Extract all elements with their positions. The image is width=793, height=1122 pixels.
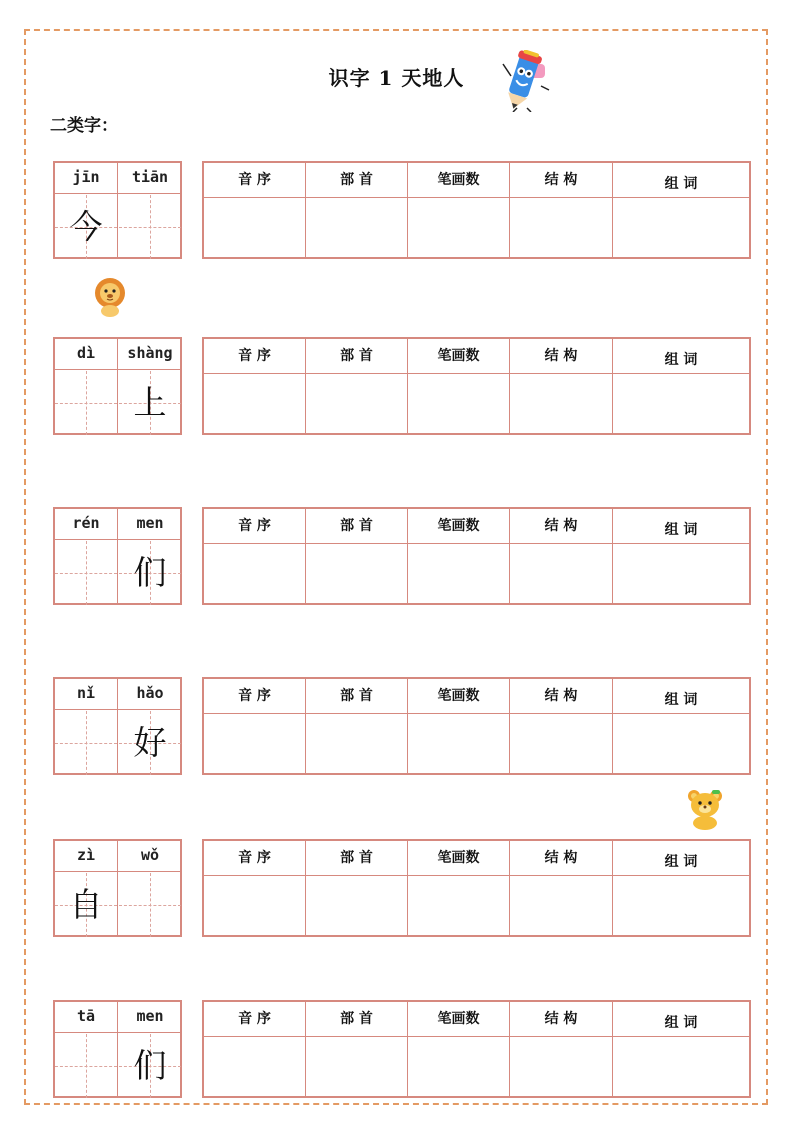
header-bihuashu: 笔画数 [408,163,510,198]
character-row [0,161,793,261]
answer-jiegou[interactable] [510,1037,613,1096]
character-row [0,507,793,607]
answer-jiegou[interactable] [510,544,613,603]
pinyin-left: dì [76,344,96,362]
hanzi-character: 今 [69,207,103,246]
header-yinxu: 音 序 [204,841,306,876]
answer-zuci[interactable] [613,374,749,433]
writing-cell-right[interactable] [119,711,181,775]
tianzige-box [53,161,182,259]
character-row [0,677,793,777]
answer-bihuashu[interactable] [408,374,510,433]
header-jiegou: 结 构 [510,339,613,374]
hanzi-character: 好 [133,723,167,762]
page-title: 识字 1 天地人 [328,66,465,90]
character-info-table [202,337,751,435]
header-yinxu: 音 序 [204,679,306,714]
tianzige-box [53,507,182,605]
answer-yinxu[interactable] [204,198,306,257]
lion-cartoon-icon [92,277,128,317]
character-info-table [202,507,751,605]
writing-cell-left[interactable] [55,371,117,435]
writing-cell-right[interactable] [119,1034,181,1098]
writing-cell-right[interactable] [119,541,181,605]
header-bihuashu: 笔画数 [408,679,510,714]
writing-cell-left[interactable] [55,711,117,775]
header-jiegou: 结 构 [510,1002,613,1037]
pinyin-right: wǒ [140,846,160,864]
header-jiegou: 结 构 [510,163,613,198]
header-bushou: 部 首 [306,679,408,714]
header-bushou: 部 首 [306,339,408,374]
header-yinxu: 音 序 [204,509,306,544]
answer-bushou[interactable] [306,876,408,935]
tianzige-box [53,337,182,435]
answer-jiegou[interactable] [510,876,613,935]
answer-zuci[interactable] [613,198,749,257]
writing-cell-left[interactable] [55,195,117,259]
answer-zuci[interactable] [613,876,749,935]
character-row [0,839,793,939]
writing-cell-right[interactable] [119,371,181,435]
answer-yinxu[interactable] [204,374,306,433]
header-yinxu: 音 序 [204,1002,306,1037]
header-zuci: 组 词 [613,679,749,714]
section-label: 二类字： [50,116,118,136]
answer-bushou[interactable] [306,374,408,433]
answer-yinxu[interactable] [204,1037,306,1096]
hanzi-character: 们 [133,1046,167,1085]
character-info-table [202,839,751,937]
header-bushou: 部 首 [306,1002,408,1037]
header-zuci: 组 词 [613,1002,749,1037]
answer-bihuashu[interactable] [408,876,510,935]
pinyin-left: rén [72,514,100,532]
pinyin-right: men [136,1007,164,1025]
answer-bihuashu[interactable] [408,544,510,603]
bear-cartoon-icon [684,788,726,830]
character-row [0,1000,793,1100]
hanzi-character: 自 [69,885,103,924]
pinyin-left: zì [76,846,96,864]
answer-bushou[interactable] [306,544,408,603]
answer-jiegou[interactable] [510,714,613,773]
header-jiegou: 结 构 [510,679,613,714]
answer-zuci[interactable] [613,714,749,773]
pinyin-right: hǎo [136,684,164,702]
header-yinxu: 音 序 [204,163,306,198]
pinyin-right: tiān [131,168,169,186]
pinyin-right: shàng [127,344,173,362]
header-bihuashu: 笔画数 [408,339,510,374]
header-zuci: 组 词 [613,163,749,198]
writing-cell-right[interactable] [119,195,181,259]
header-jiegou: 结 构 [510,841,613,876]
answer-bushou[interactable] [306,198,408,257]
header-zuci: 组 词 [613,841,749,876]
answer-yinxu[interactable] [204,876,306,935]
header-yinxu: 音 序 [204,339,306,374]
writing-cell-right[interactable] [119,873,181,937]
header-bihuashu: 笔画数 [408,509,510,544]
character-info-table [202,677,751,775]
writing-cell-left[interactable] [55,1034,117,1098]
tianzige-box [53,1000,182,1098]
pinyin-right: men [136,514,164,532]
answer-yinxu[interactable] [204,544,306,603]
character-info-table [202,1000,751,1098]
pinyin-left: nǐ [76,684,96,702]
hanzi-character: 们 [133,553,167,592]
pinyin-left: tā [76,1007,96,1025]
writing-cell-left[interactable] [55,541,117,605]
character-info-table [202,161,751,259]
answer-jiegou[interactable] [510,198,613,257]
answer-jiegou[interactable] [510,374,613,433]
pinyin-left: jīn [72,168,100,186]
answer-zuci[interactable] [613,1037,749,1096]
answer-bushou[interactable] [306,714,408,773]
header-bihuashu: 笔画数 [408,841,510,876]
answer-yinxu[interactable] [204,714,306,773]
header-bushou: 部 首 [306,509,408,544]
character-row [0,337,793,437]
header-bihuashu: 笔画数 [408,1002,510,1037]
answer-bihuashu[interactable] [408,198,510,257]
answer-bushou[interactable] [306,1037,408,1096]
answer-bihuashu[interactable] [408,714,510,773]
pencil-mascot-icon [497,50,555,112]
tianzige-box [53,839,182,937]
header-zuci: 组 词 [613,339,749,374]
hanzi-character: 上 [133,383,167,422]
header-bushou: 部 首 [306,841,408,876]
header-bushou: 部 首 [306,163,408,198]
answer-zuci[interactable] [613,544,749,603]
tianzige-box [53,677,182,775]
header-zuci: 组 词 [613,509,749,544]
answer-bihuashu[interactable] [408,1037,510,1096]
writing-cell-left[interactable] [55,873,117,937]
header-jiegou: 结 构 [510,509,613,544]
